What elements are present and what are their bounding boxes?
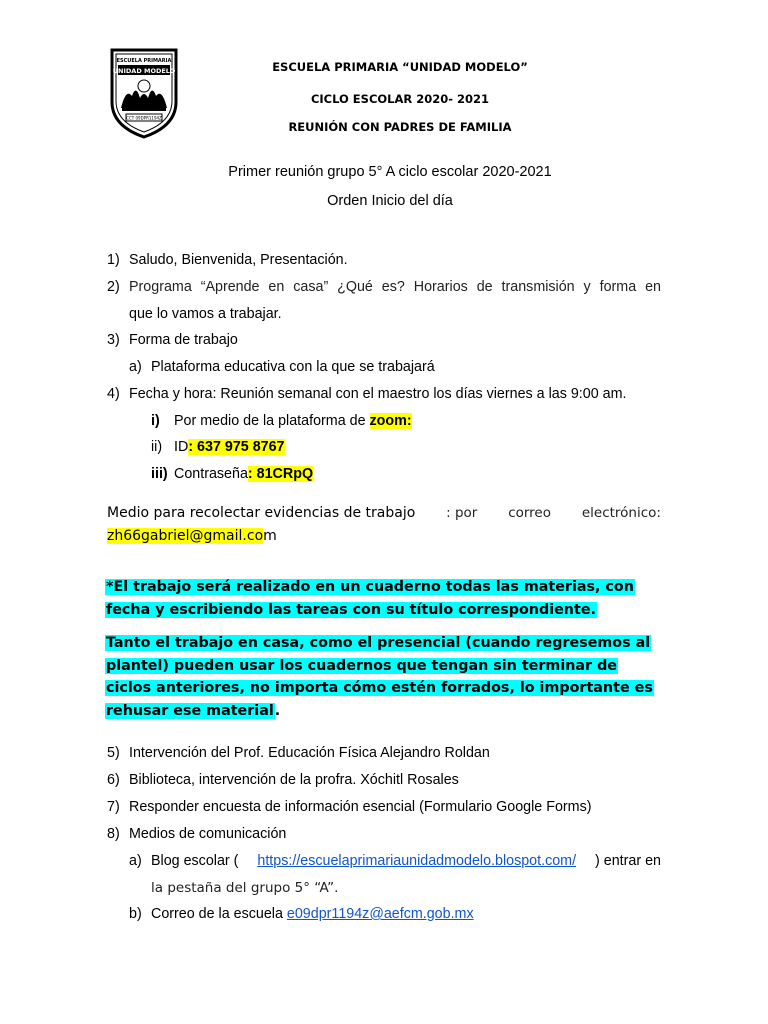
roman-number: ii) <box>151 439 163 455</box>
meeting-subtitle: Primer reunión grupo 5° A ciclo escolar 2020-2021 <box>228 164 552 180</box>
item-number: 3) <box>107 332 120 348</box>
teacher-email-tail: m <box>263 528 277 544</box>
agenda-heading: Orden Inicio del día <box>327 193 453 209</box>
item-number: 6) <box>107 772 120 788</box>
blog-label: Blog escolar ( <box>151 853 239 869</box>
item-text: Plataforma educativa con la que se trabajará <box>151 359 435 375</box>
school-logo <box>106 46 182 140</box>
item-letter: a) <box>129 853 142 869</box>
zoom-highlight: zoom: <box>369 413 412 429</box>
zoom-platform-text: Por medio de la plataforma de <box>174 413 370 429</box>
item-number: 2) <box>107 279 120 295</box>
evidence-word: : por <box>446 505 478 521</box>
note-reuse-notebooks <box>105 632 661 722</box>
zoom-password-value: : 81CRpQ <box>247 466 314 482</box>
zoom-password-label: Contraseña <box>174 466 248 482</box>
logo-bottom-text: CCT 09DPR1194Z <box>126 115 162 121</box>
roman-number: i) <box>151 413 160 429</box>
meeting-title: REUNIÓN CON PADRES DE FAMILIA <box>288 120 512 134</box>
item-text: Intervención del Prof. Educación Física Alejandro Roldan <box>129 745 490 761</box>
note-reuse-tail: . <box>274 702 281 719</box>
blog-tab-instruction: la pestaña del grupo 5° “A”. <box>151 880 339 896</box>
teacher-email[interactable]: zh66gabriel@gmail.co <box>107 528 264 544</box>
item-number: 7) <box>107 799 120 815</box>
zoom-id-value: : 637 975 8767 <box>188 439 285 455</box>
evidence-word: correo <box>508 505 552 521</box>
evidence-label: Medio para recolectar evidencias de trabajo <box>107 505 416 521</box>
logo-name: UNIDAD MODELO <box>112 67 176 75</box>
item-letter: b) <box>129 906 142 922</box>
note-reuse-text: Tanto el trabajo en casa, como el presencial (cuando regresemos al plantel) pueden usar los cuadernos que tengan sin terminar de ciclos anteriores, no importa cómo estén forrados, lo importante es rehusar ese material <box>106 635 653 719</box>
note-notebook <box>105 576 661 621</box>
roman-number: iii) <box>151 466 168 482</box>
item-letter: a) <box>129 359 142 375</box>
school-email-link[interactable]: e09dpr1194z@aefcm.gob.mx <box>286 906 474 922</box>
item-text: Saludo, Bienvenida, Presentación. <box>129 252 348 268</box>
item-number: 8) <box>107 826 120 842</box>
teacher-email-line <box>107 528 277 544</box>
item-number: 5) <box>107 745 120 761</box>
school-name: ESCUELA PRIMARIA “UNIDAD MODELO” <box>272 60 528 74</box>
evidence-word: electrónico: <box>581 505 661 521</box>
item-text-continued: que lo vamos a trabajar. <box>129 306 282 322</box>
item-number: 1) <box>107 252 120 268</box>
blog-instruction: ) entrar en <box>595 853 661 869</box>
note-notebook-text: *El trabajo será realizado en un cuaderno todas las materias, con fecha y escribiendo las tareas con su título correspondiente. <box>106 579 634 618</box>
item-text: Medios de comunicación <box>129 826 287 842</box>
item-text: Forma de trabajo <box>129 332 238 348</box>
zoom-id-label: ID <box>174 439 189 455</box>
item-text: Biblioteca, intervención de la profra. Xóchitl Rosales <box>129 772 459 788</box>
school-cycle: CICLO ESCOLAR 2020- 2021 <box>310 92 490 106</box>
evidence-collection-line <box>107 505 661 521</box>
item-text: Programa “Aprende en casa” ¿Qué es? Horarios de transmisión y forma en <box>129 279 661 295</box>
item-text: Responder encuesta de información esencial (Formulario Google Forms) <box>129 799 592 815</box>
item-text: Fecha y hora: Reunión semanal con el maestro los días viernes a las 9:00 am. <box>129 386 627 402</box>
item-number: 4) <box>107 386 120 402</box>
logo-top-text: ESCUELA PRIMARIA <box>116 58 172 64</box>
blog-link[interactable]: https://escuelaprimariaunidadmodelo.blospot.com/ <box>257 853 577 869</box>
school-email-label: Correo de la escuela <box>151 906 287 922</box>
